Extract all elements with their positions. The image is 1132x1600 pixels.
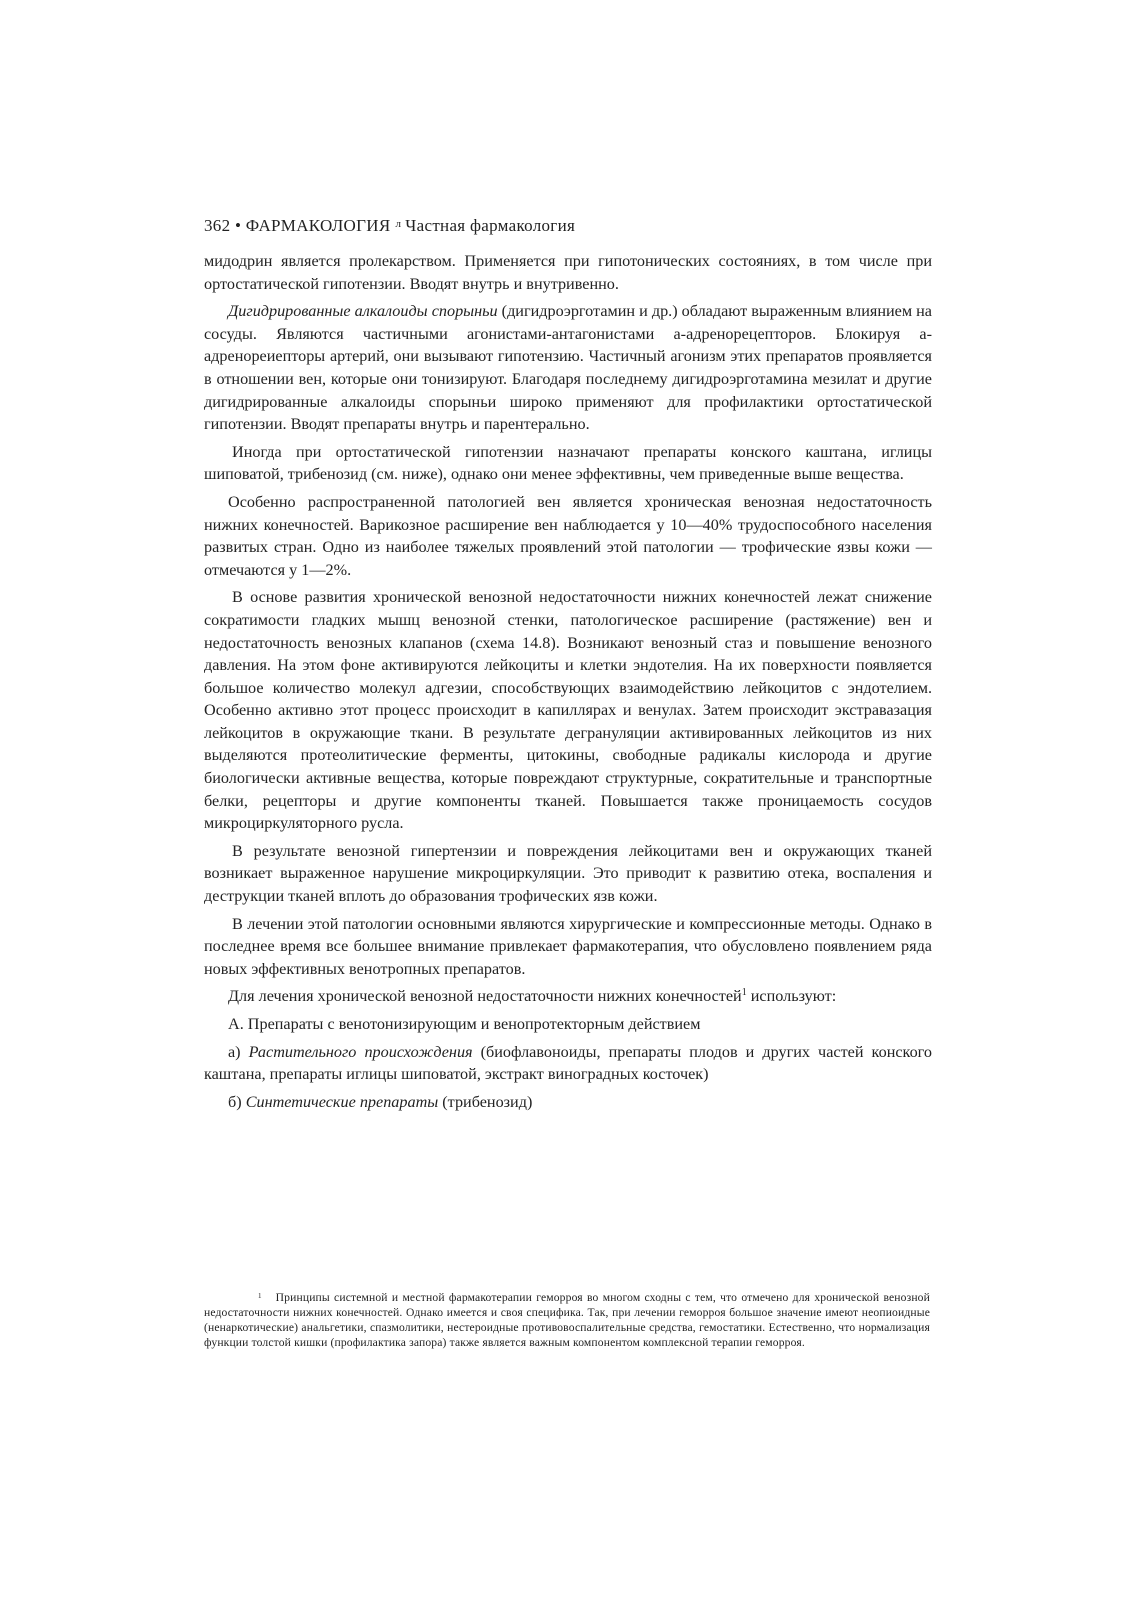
paragraph-3: Иногда при ортостатической гипотензии назначают препараты конского каштана, иглицы шиповатой, трибенозид (см. ниже), однако они менее эффективны, чем приведенные выше вещества. bbox=[204, 442, 932, 484]
list-item-b-italic: Синтетические препараты bbox=[245, 1092, 439, 1111]
footnote-marker: 1 bbox=[258, 1292, 262, 1300]
paragraph-7: В лечении этой патологии основными являются хирургические и компрессионные методы. Однако в последнее время все большее внимание привлекает фармакотерапия, что обусловлено появлением ряда новых эффективных венотропных препаратов. bbox=[204, 914, 932, 978]
paragraph-1: мидодрин является пролекарством. Применяется при гипотонических состояниях, в том числе при ортостатической гипотензии. Вводят внутрь и внутривенно. bbox=[204, 252, 932, 293]
section-title: Частная фармакология bbox=[405, 216, 576, 235]
list-item-a-text: (биофлавоноиды, препараты плодов и других частей конского каштана, препараты иглицы шиповатой, экстракт виноградных косточек) bbox=[204, 1042, 933, 1084]
bullet-separator: • bbox=[234, 216, 242, 235]
list-item-b-prefix: б) bbox=[228, 1092, 246, 1111]
list-item-a-italic: Растительного происхождения bbox=[248, 1042, 473, 1061]
list-item-b bbox=[204, 1091, 932, 1114]
body-text bbox=[204, 250, 932, 1118]
book-title: ФАРМАКОЛОГИЯ bbox=[245, 216, 391, 235]
footnote-text: Принципы системной и местной фармакотерапии геморроя во многом сходны с тем, что отмечено для хронической венозной недостаточности нижних конечностей. Однако имеется и своя специфика. Так, при лечении геморроя большое значение имеют неопиоидные (ненаркотические) анальгетики, спазмолитики, нестероидные противовоспалительные средства, гемостатики. Естественно, что нормализация функции толстой кишки (профилактика запора) также является важным компонентом комплексной терапии геморроя. bbox=[204, 1291, 930, 1349]
footnote-reference: 1 bbox=[741, 987, 747, 999]
section-separator: л bbox=[395, 218, 402, 230]
running-header bbox=[204, 216, 924, 236]
paragraph-2 bbox=[204, 300, 932, 436]
paragraph-8 bbox=[204, 985, 932, 1008]
paragraph-5: В основе развития хронической венозной недостаточности нижних конечностей лежат снижение сократимости гладких мышц венозной стенки, патологическое расширение (растяжение) вен и недостаточность венозных клапанов (схема 14.8). Возникают венозный стаз и повышение венозного давления. На этом фоне активируются лейкоциты и клетки эндотелия. На их поверхности появляется большое количество молекул адгезии, способствующих взаимодействию лейкоцитов с эндотелием. Особенно активно этот процесс происходит в капиллярах и венулах. Затем происходит экстравазация лейкоцитов в окружающие ткани. В результате дегрануляции активированных лейкоцитов из них выделяются протеолитические ферменты, цитокины, свободные радикалы кислорода и другие биологически активные вещества, которые повреждают структурные, сократительные и транспортные белки, рецепторы и другие компоненты тканей. Повышается также проницаемость сосудов микроциркуляторного русла. bbox=[204, 588, 932, 833]
paragraph-6: В результате венозной гипертензии и повреждения лейкоцитами вен и окружающих тканей возникает выраженное нарушение микроциркуляции. Это приводит к развитию отека, воспаления и деструкции тканей вплоть до образования трофических язв кожи. bbox=[204, 841, 932, 906]
paragraph-2-italic: Дигидрированные алкалоиды спорыньи bbox=[228, 302, 498, 321]
paragraph-4: Особенно распространенной патологией вен является хроническая венозная недостаточность нижних конечностей. Варикозное расширение вен наблюдается у 10—40% трудоспособного населения развитых стран. Одно из наиболее тяжелых проявлений этой патологии — трофические язвы кожи — отмечаются у 1—2%. bbox=[204, 492, 932, 579]
footnote bbox=[204, 1289, 930, 1350]
list-heading-a: А. Препараты с венотонизирующим и венопротекторным действием bbox=[228, 1015, 701, 1033]
paragraph-2-text: (дигидроэрготамин и др.) обладают выраженным влиянием на сосуды. Являются частичными агонистами-антагонистами а-адренорецепторов. Блокируя а-адренореиепторы артерий, они вызывают гипотензию. Частичный агонизм этих препаратов проявляется в отношении вен, которые они тонизируют. Благодаря последнему дигидроэрготамина мезилат и другие дигидрированные алкалоиды спорыньи широко применяют для профилактики ортостатической гипотензии. Вводят препараты внутрь и парентерально. bbox=[204, 302, 932, 434]
list-item-a bbox=[204, 1041, 932, 1086]
list-item-a-prefix: а) bbox=[228, 1042, 249, 1061]
list-item-b-text: (трибенозид) bbox=[438, 1092, 533, 1111]
paragraph-8-text: Для лечения хронической венозной недостаточности нижних конечностей bbox=[228, 987, 742, 1006]
page-number: 362 bbox=[204, 216, 231, 235]
paragraph-8-end: используют: bbox=[746, 987, 837, 1006]
